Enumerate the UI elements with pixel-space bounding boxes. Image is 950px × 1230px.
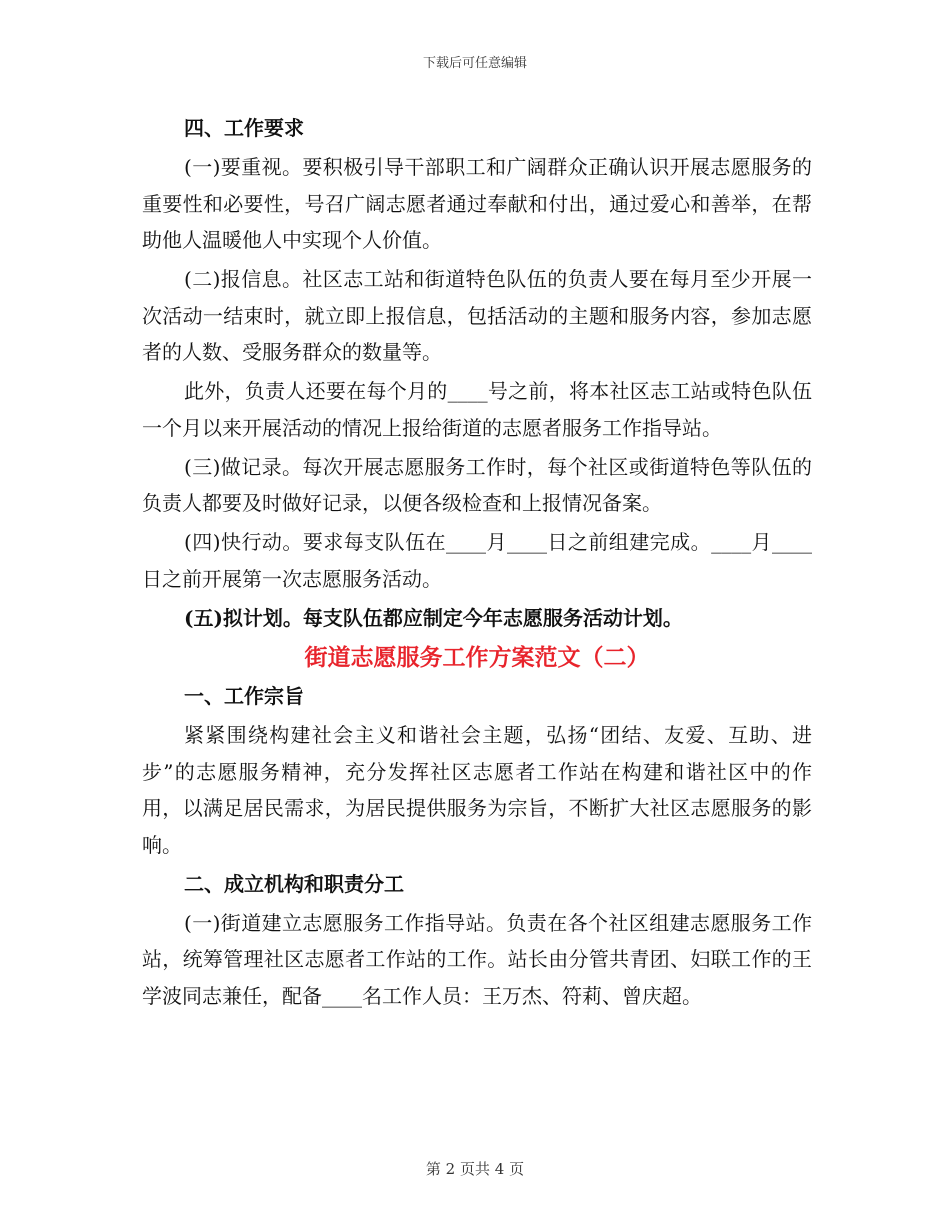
page-footer: 第 2 页共 4 页: [425, 1160, 525, 1178]
paragraph-records: (三)做记录。每次开展志愿服务工作时，每个社区或街道特色等队伍的负责人都要及时做好记录，以便各级检查和上报情况备案。: [142, 454, 812, 515]
section-heading-organization: 二、成立机构和职责分工: [184, 871, 404, 896]
paragraph-report-info: (二)报信息。社区志工站和街道特色队伍的负责人要在每月至少开展一次活动一结束时，就立即上报信息，包括活动的主题和服务内容，参加志愿者的人数、受服务群众的数量等。: [142, 267, 812, 364]
paragraph-guidance-station: (一)街道建立志愿服务工作指导站。负责在各个社区组建志愿服务工作站，统筹管理社区志愿者工作站的工作。站长由分管共青团、妇联工作的王学波同志兼任，配备____名工作人员：王万杰、符莉、曾庆超。: [142, 910, 812, 1008]
paragraph-report-deadline: 此外，负责人还要在每个月的____号之前，将本社区志工站或特色队伍一个月以来开展活动的情况上报给街道的志愿者服务工作指导站。: [142, 379, 812, 440]
paragraph-fast-action: (四)快行动。要求每支队伍在____月____日之前组建完成。____月____日之前开展第一次志愿服务活动。: [142, 530, 812, 591]
page-header: 下载后可任意编辑: [422, 56, 527, 71]
paragraph-emphasis: (一)要重视。要积极引导干部职工和广阔群众正确认识开展志愿服务的重要性和必要性，号召广阔志愿者通过奉献和付出，通过爱心和善举，在帮助他人温暖他人中实现个人价值。: [142, 155, 812, 252]
document-title: 街道志愿服务工作方案范文（二）: [304, 644, 650, 671]
section-heading-requirements: 四、工作要求: [184, 116, 304, 140]
paragraph-purpose: 紧紧围绕构建社会主义和谐社会主题，弘扬“团结、友爱、互助、进步”的志愿服务精神，充分发挥社区志愿者工作站在构建和谐社区中的作用，以满足居民需求，为居民提供服务为宗旨，不断扩大社区志愿服务的影响。: [142, 723, 812, 857]
section-heading-purpose: 一、工作宗旨: [184, 684, 304, 708]
paragraph-plan: (五)拟计划。每支队伍都应制定今年志愿服务活动计划。: [184, 605, 683, 630]
document-body: [142, 110, 812, 1017]
